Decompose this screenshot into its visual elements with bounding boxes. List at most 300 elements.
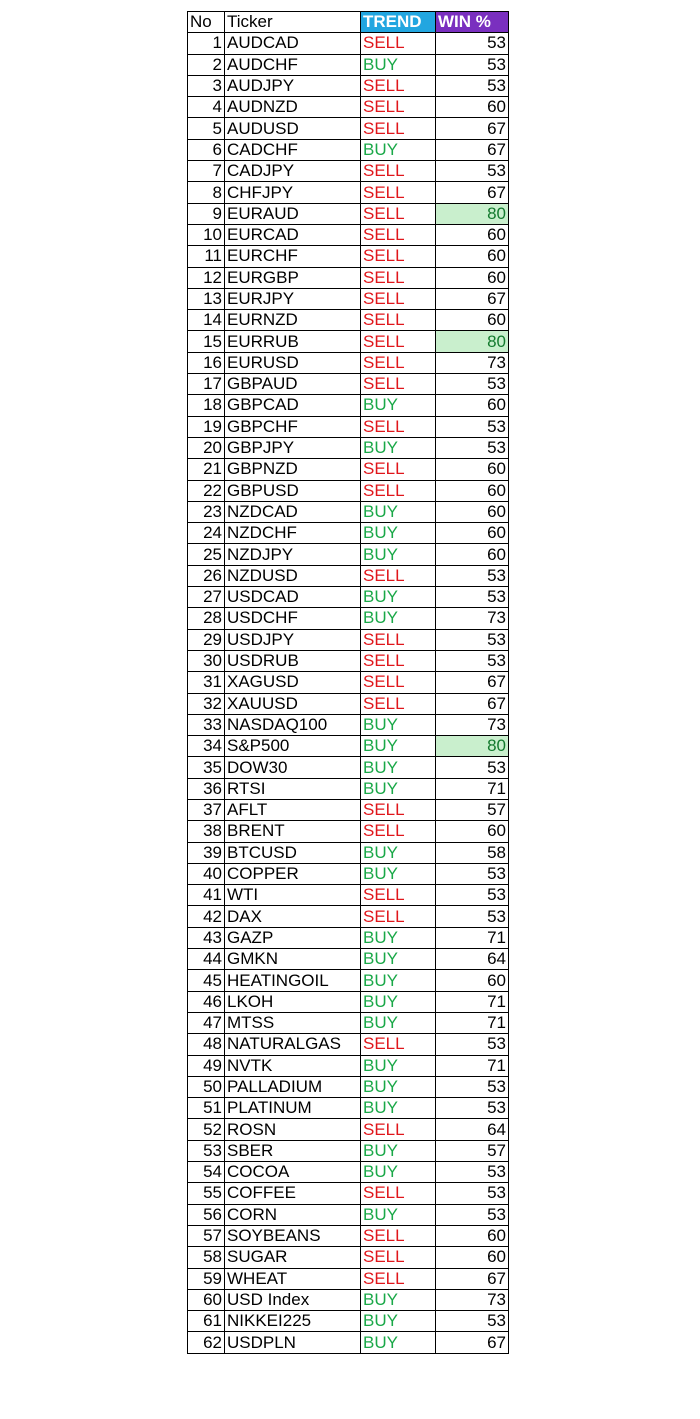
trend-cell: SELL <box>361 629 436 650</box>
table-row <box>188 1119 509 1140</box>
trend-cell: BUY <box>361 395 436 416</box>
trend-cell: SELL <box>361 1247 436 1268</box>
table-row <box>188 182 509 203</box>
trend-cell: BUY <box>361 927 436 948</box>
ticker-cell: GAZP <box>225 927 361 948</box>
ticker-cell: BRENT <box>225 821 361 842</box>
win-percent-cell: 58 <box>436 842 509 863</box>
table-row <box>188 714 509 735</box>
table-row <box>188 693 509 714</box>
ticker-cell: GBPJPY <box>225 437 361 458</box>
table-row <box>188 395 509 416</box>
ticker-cell: USDCAD <box>225 587 361 608</box>
table-body <box>188 33 509 1353</box>
row-number-cell: 29 <box>188 629 225 650</box>
table-row <box>188 203 509 224</box>
row-number-cell: 41 <box>188 885 225 906</box>
trend-cell: SELL <box>361 565 436 586</box>
table-row <box>188 288 509 309</box>
table-row <box>188 33 509 54</box>
table-row <box>188 54 509 75</box>
table-row <box>188 842 509 863</box>
ticker-cell: SBER <box>225 1140 361 1161</box>
row-number-cell: 42 <box>188 906 225 927</box>
trend-cell: SELL <box>361 288 436 309</box>
win-percent-cell: 60 <box>436 821 509 842</box>
trend-cell: BUY <box>361 863 436 884</box>
trend-cell: SELL <box>361 246 436 267</box>
win-percent-cell: 60 <box>436 501 509 522</box>
trend-cell: BUY <box>361 1204 436 1225</box>
table-row <box>188 118 509 139</box>
ticker-cell: USD Index <box>225 1289 361 1310</box>
ticker-cell: NZDCAD <box>225 501 361 522</box>
table-row <box>188 544 509 565</box>
win-percent-cell: 60 <box>436 480 509 501</box>
table-row <box>188 1247 509 1268</box>
win-percent-cell: 53 <box>436 33 509 54</box>
table-row <box>188 757 509 778</box>
signals-table <box>187 11 509 1354</box>
win-percent-cell: 80 <box>436 736 509 757</box>
ticker-cell: GBPUSD <box>225 480 361 501</box>
row-number-cell: 11 <box>188 246 225 267</box>
ticker-cell: COPPER <box>225 863 361 884</box>
ticker-cell: USDJPY <box>225 629 361 650</box>
win-percent-cell: 64 <box>436 949 509 970</box>
table-row <box>188 310 509 331</box>
table-row <box>188 267 509 288</box>
win-percent-cell: 60 <box>436 267 509 288</box>
row-number-cell: 36 <box>188 778 225 799</box>
ticker-cell: PLATINUM <box>225 1098 361 1119</box>
row-number-cell: 1 <box>188 33 225 54</box>
row-number-cell: 62 <box>188 1332 225 1353</box>
trend-cell: BUY <box>361 54 436 75</box>
table-row <box>188 1076 509 1097</box>
table-row <box>188 906 509 927</box>
row-number-cell: 14 <box>188 310 225 331</box>
ticker-cell: EURJPY <box>225 288 361 309</box>
row-number-cell: 58 <box>188 1247 225 1268</box>
ticker-cell: CORN <box>225 1204 361 1225</box>
trend-cell: SELL <box>361 75 436 96</box>
row-number-cell: 21 <box>188 459 225 480</box>
ticker-cell: EURAUD <box>225 203 361 224</box>
trend-cell: BUY <box>361 778 436 799</box>
win-percent-cell: 53 <box>436 374 509 395</box>
trend-cell: SELL <box>361 352 436 373</box>
win-percent-cell: 53 <box>436 437 509 458</box>
win-percent-cell: 64 <box>436 1119 509 1140</box>
row-number-cell: 25 <box>188 544 225 565</box>
win-percent-cell: 53 <box>436 757 509 778</box>
header-win-percent: WIN % <box>436 12 509 33</box>
table-row <box>188 374 509 395</box>
trend-cell: SELL <box>361 821 436 842</box>
trend-cell: SELL <box>361 118 436 139</box>
ticker-cell: AUDJPY <box>225 75 361 96</box>
win-percent-cell: 73 <box>436 1289 509 1310</box>
row-number-cell: 27 <box>188 587 225 608</box>
win-percent-cell: 53 <box>436 1034 509 1055</box>
table-row <box>188 416 509 437</box>
win-percent-cell: 53 <box>436 650 509 671</box>
table-row <box>188 1055 509 1076</box>
row-number-cell: 2 <box>188 54 225 75</box>
ticker-cell: NASDAQ100 <box>225 714 361 735</box>
ticker-cell: SUGAR <box>225 1247 361 1268</box>
ticker-cell: COCOA <box>225 1162 361 1183</box>
table-row <box>188 799 509 820</box>
win-percent-cell: 53 <box>436 1204 509 1225</box>
row-number-cell: 60 <box>188 1289 225 1310</box>
row-number-cell: 6 <box>188 139 225 160</box>
table-row <box>188 672 509 693</box>
win-percent-cell: 53 <box>436 1162 509 1183</box>
row-number-cell: 17 <box>188 374 225 395</box>
row-number-cell: 18 <box>188 395 225 416</box>
table-row <box>188 97 509 118</box>
trend-cell: SELL <box>361 1034 436 1055</box>
row-number-cell: 9 <box>188 203 225 224</box>
row-number-cell: 56 <box>188 1204 225 1225</box>
ticker-cell: GBPCHF <box>225 416 361 437</box>
trend-cell: SELL <box>361 1225 436 1246</box>
win-percent-cell: 67 <box>436 672 509 693</box>
win-percent-cell: 53 <box>436 885 509 906</box>
win-percent-cell: 53 <box>436 1311 509 1332</box>
row-number-cell: 24 <box>188 523 225 544</box>
ticker-cell: EURGBP <box>225 267 361 288</box>
trend-cell: BUY <box>361 714 436 735</box>
win-percent-cell: 60 <box>436 544 509 565</box>
table-header <box>188 12 509 33</box>
win-percent-cell: 73 <box>436 352 509 373</box>
trend-cell: BUY <box>361 736 436 757</box>
trend-cell: BUY <box>361 949 436 970</box>
row-number-cell: 28 <box>188 608 225 629</box>
win-percent-cell: 60 <box>436 246 509 267</box>
win-percent-cell: 71 <box>436 1012 509 1033</box>
trend-cell: BUY <box>361 1140 436 1161</box>
row-number-cell: 52 <box>188 1119 225 1140</box>
ticker-cell: NIKKEI225 <box>225 1311 361 1332</box>
win-percent-cell: 67 <box>436 1268 509 1289</box>
row-number-cell: 53 <box>188 1140 225 1161</box>
ticker-cell: DOW30 <box>225 757 361 778</box>
table-row <box>188 587 509 608</box>
table-row <box>188 1098 509 1119</box>
table-row <box>188 1183 509 1204</box>
row-number-cell: 55 <box>188 1183 225 1204</box>
win-percent-cell: 53 <box>436 75 509 96</box>
win-percent-cell: 53 <box>436 161 509 182</box>
row-number-cell: 31 <box>188 672 225 693</box>
win-percent-cell: 67 <box>436 288 509 309</box>
ticker-cell: AFLT <box>225 799 361 820</box>
ticker-cell: PALLADIUM <box>225 1076 361 1097</box>
row-number-cell: 35 <box>188 757 225 778</box>
trend-cell: SELL <box>361 182 436 203</box>
table-row <box>188 970 509 991</box>
row-number-cell: 37 <box>188 799 225 820</box>
table-row <box>188 927 509 948</box>
table-row <box>188 139 509 160</box>
row-number-cell: 8 <box>188 182 225 203</box>
ticker-cell: RTSI <box>225 778 361 799</box>
win-percent-cell: 60 <box>436 97 509 118</box>
ticker-cell: MTSS <box>225 1012 361 1033</box>
ticker-cell: GBPNZD <box>225 459 361 480</box>
table-row <box>188 75 509 96</box>
table-row <box>188 1289 509 1310</box>
trend-cell: BUY <box>361 1012 436 1033</box>
header-ticker: Ticker <box>225 12 361 33</box>
trend-cell: SELL <box>361 267 436 288</box>
table-row <box>188 480 509 501</box>
trend-cell: BUY <box>361 1332 436 1353</box>
row-number-cell: 16 <box>188 352 225 373</box>
row-number-cell: 61 <box>188 1311 225 1332</box>
table-row <box>188 736 509 757</box>
trend-cell: BUY <box>361 842 436 863</box>
ticker-cell: WHEAT <box>225 1268 361 1289</box>
row-number-cell: 5 <box>188 118 225 139</box>
trend-cell: SELL <box>361 331 436 352</box>
ticker-cell: EURCHF <box>225 246 361 267</box>
trend-cell: SELL <box>361 906 436 927</box>
ticker-cell: COFFEE <box>225 1183 361 1204</box>
trend-cell: SELL <box>361 97 436 118</box>
trend-cell: BUY <box>361 1311 436 1332</box>
table-row <box>188 246 509 267</box>
table-row <box>188 224 509 245</box>
trend-cell: SELL <box>361 1183 436 1204</box>
table-row <box>188 1268 509 1289</box>
table-row <box>188 459 509 480</box>
header-trend: TREND <box>361 12 436 33</box>
ticker-cell: EURRUB <box>225 331 361 352</box>
row-number-cell: 26 <box>188 565 225 586</box>
row-number-cell: 10 <box>188 224 225 245</box>
win-percent-cell: 80 <box>436 331 509 352</box>
table-row <box>188 608 509 629</box>
ticker-cell: NZDUSD <box>225 565 361 586</box>
table-row <box>188 501 509 522</box>
ticker-cell: NATURALGAS <box>225 1034 361 1055</box>
trend-cell: BUY <box>361 1098 436 1119</box>
row-number-cell: 13 <box>188 288 225 309</box>
table-row <box>188 523 509 544</box>
trend-cell: BUY <box>361 523 436 544</box>
trend-cell: BUY <box>361 544 436 565</box>
ticker-cell: CADJPY <box>225 161 361 182</box>
row-number-cell: 33 <box>188 714 225 735</box>
row-number-cell: 57 <box>188 1225 225 1246</box>
trend-cell: BUY <box>361 970 436 991</box>
row-number-cell: 19 <box>188 416 225 437</box>
trend-cell: SELL <box>361 1119 436 1140</box>
ticker-cell: AUDCHF <box>225 54 361 75</box>
trend-cell: BUY <box>361 757 436 778</box>
row-number-cell: 38 <box>188 821 225 842</box>
row-number-cell: 47 <box>188 1012 225 1033</box>
trend-cell: SELL <box>361 416 436 437</box>
win-percent-cell: 73 <box>436 714 509 735</box>
ticker-cell: CHFJPY <box>225 182 361 203</box>
table-row <box>188 650 509 671</box>
table-row <box>188 778 509 799</box>
win-percent-cell: 60 <box>436 310 509 331</box>
ticker-cell: USDRUB <box>225 650 361 671</box>
win-percent-cell: 67 <box>436 118 509 139</box>
trend-cell: BUY <box>361 1055 436 1076</box>
win-percent-cell: 67 <box>436 693 509 714</box>
trend-cell: BUY <box>361 608 436 629</box>
table-row <box>188 1332 509 1353</box>
ticker-cell: CADCHF <box>225 139 361 160</box>
trend-cell: BUY <box>361 1076 436 1097</box>
ticker-cell: XAUUSD <box>225 693 361 714</box>
ticker-cell: LKOH <box>225 991 361 1012</box>
win-percent-cell: 53 <box>436 906 509 927</box>
table-row <box>188 821 509 842</box>
win-percent-cell: 53 <box>436 629 509 650</box>
row-number-cell: 4 <box>188 97 225 118</box>
trend-cell: SELL <box>361 459 436 480</box>
row-number-cell: 32 <box>188 693 225 714</box>
trend-cell: BUY <box>361 1162 436 1183</box>
ticker-cell: USDPLN <box>225 1332 361 1353</box>
table-row <box>188 161 509 182</box>
trend-cell: SELL <box>361 650 436 671</box>
trend-cell: SELL <box>361 672 436 693</box>
table-row <box>188 1140 509 1161</box>
row-number-cell: 50 <box>188 1076 225 1097</box>
ticker-cell: NZDCHF <box>225 523 361 544</box>
ticker-cell: AUDNZD <box>225 97 361 118</box>
ticker-cell: DAX <box>225 906 361 927</box>
ticker-cell: SOYBEANS <box>225 1225 361 1246</box>
win-percent-cell: 71 <box>436 991 509 1012</box>
ticker-cell: HEATINGOIL <box>225 970 361 991</box>
trend-cell: SELL <box>361 374 436 395</box>
trend-cell: BUY <box>361 437 436 458</box>
row-number-cell: 12 <box>188 267 225 288</box>
table-row <box>188 1204 509 1225</box>
ticker-cell: USDCHF <box>225 608 361 629</box>
table-row <box>188 863 509 884</box>
table-row <box>188 629 509 650</box>
trend-cell: SELL <box>361 310 436 331</box>
ticker-cell: AUDUSD <box>225 118 361 139</box>
row-number-cell: 15 <box>188 331 225 352</box>
win-percent-cell: 60 <box>436 523 509 544</box>
win-percent-cell: 60 <box>436 1225 509 1246</box>
table-row <box>188 1225 509 1246</box>
trend-cell: SELL <box>361 693 436 714</box>
ticker-cell: EURNZD <box>225 310 361 331</box>
ticker-cell: ROSN <box>225 1119 361 1140</box>
win-percent-cell: 71 <box>436 1055 509 1076</box>
win-percent-cell: 57 <box>436 799 509 820</box>
ticker-cell: GBPCAD <box>225 395 361 416</box>
row-number-cell: 59 <box>188 1268 225 1289</box>
trend-cell: SELL <box>361 799 436 820</box>
win-percent-cell: 53 <box>436 1183 509 1204</box>
row-number-cell: 34 <box>188 736 225 757</box>
trend-cell: BUY <box>361 991 436 1012</box>
header-row <box>188 12 509 33</box>
trend-cell: BUY <box>361 587 436 608</box>
trend-cell: BUY <box>361 501 436 522</box>
table-row <box>188 352 509 373</box>
table-row <box>188 1012 509 1033</box>
trend-cell: SELL <box>361 33 436 54</box>
ticker-cell: S&P500 <box>225 736 361 757</box>
win-percent-cell: 60 <box>436 395 509 416</box>
win-percent-cell: 53 <box>436 416 509 437</box>
ticker-cell: NVTK <box>225 1055 361 1076</box>
header-no: No <box>188 12 225 33</box>
win-percent-cell: 60 <box>436 1247 509 1268</box>
table-row <box>188 1311 509 1332</box>
table-row <box>188 991 509 1012</box>
ticker-cell: WTI <box>225 885 361 906</box>
ticker-cell: GBPAUD <box>225 374 361 395</box>
ticker-cell: GMKN <box>225 949 361 970</box>
trend-cell: SELL <box>361 1268 436 1289</box>
win-percent-cell: 67 <box>436 1332 509 1353</box>
table-row <box>188 1162 509 1183</box>
row-number-cell: 54 <box>188 1162 225 1183</box>
ticker-cell: EURCAD <box>225 224 361 245</box>
trend-cell: BUY <box>361 139 436 160</box>
row-number-cell: 51 <box>188 1098 225 1119</box>
win-percent-cell: 67 <box>436 182 509 203</box>
win-percent-cell: 60 <box>436 970 509 991</box>
ticker-cell: NZDJPY <box>225 544 361 565</box>
ticker-cell: AUDCAD <box>225 33 361 54</box>
ticker-cell: BTCUSD <box>225 842 361 863</box>
trend-cell: SELL <box>361 203 436 224</box>
win-percent-cell: 73 <box>436 608 509 629</box>
win-percent-cell: 67 <box>436 139 509 160</box>
win-percent-cell: 71 <box>436 927 509 948</box>
row-number-cell: 48 <box>188 1034 225 1055</box>
row-number-cell: 40 <box>188 863 225 884</box>
trend-cell: SELL <box>361 885 436 906</box>
trend-cell: BUY <box>361 1289 436 1310</box>
table-row <box>188 1034 509 1055</box>
table-row <box>188 565 509 586</box>
trend-cell: SELL <box>361 480 436 501</box>
row-number-cell: 46 <box>188 991 225 1012</box>
win-percent-cell: 53 <box>436 1076 509 1097</box>
row-number-cell: 45 <box>188 970 225 991</box>
trend-cell: SELL <box>361 161 436 182</box>
win-percent-cell: 60 <box>436 459 509 480</box>
win-percent-cell: 53 <box>436 1098 509 1119</box>
win-percent-cell: 57 <box>436 1140 509 1161</box>
win-percent-cell: 80 <box>436 203 509 224</box>
win-percent-cell: 53 <box>436 863 509 884</box>
table-row <box>188 437 509 458</box>
row-number-cell: 3 <box>188 75 225 96</box>
row-number-cell: 44 <box>188 949 225 970</box>
win-percent-cell: 53 <box>436 54 509 75</box>
